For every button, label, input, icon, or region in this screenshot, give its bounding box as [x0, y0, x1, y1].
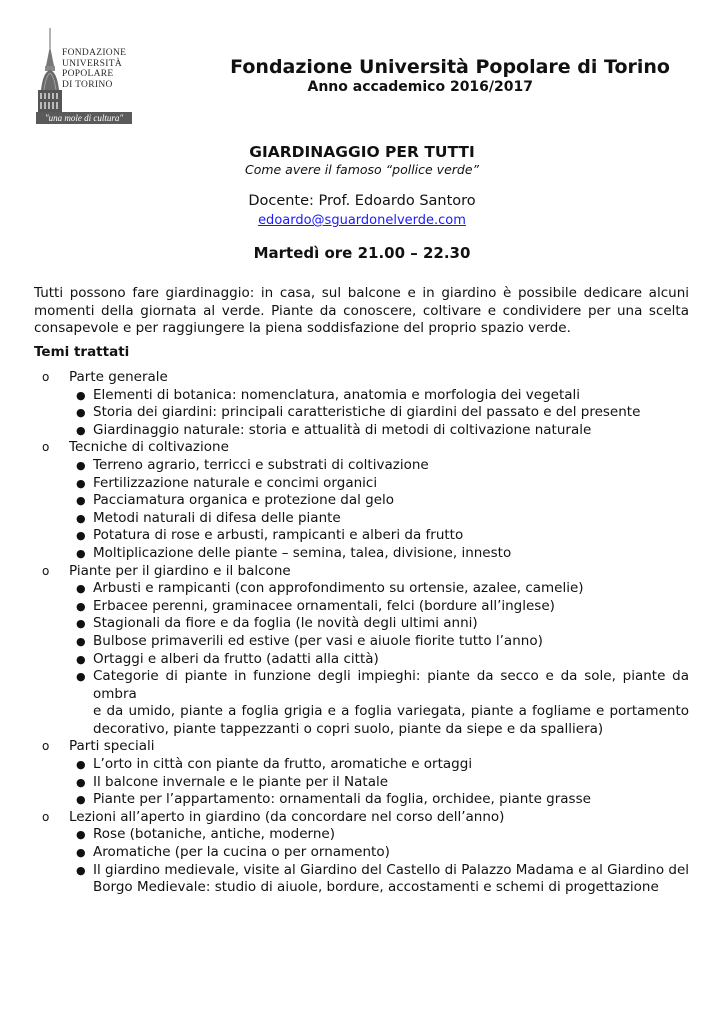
topic-item-line: Storia dei giardini: principali caratteristiche di giardini del passato e del presente	[93, 404, 641, 421]
course-subtitle: Come avere il famoso “pollice verde”	[244, 162, 480, 177]
topic-item-text	[93, 387, 689, 405]
bullet-icon: ●	[76, 617, 86, 631]
topic-item	[73, 844, 689, 862]
topic-item-text	[93, 633, 689, 651]
hollow-circle-bullet-icon: o	[42, 809, 50, 824]
topic-item-text	[93, 492, 689, 510]
hollow-circle-bullet-icon: o	[42, 370, 50, 384]
logo-line: POPOLARE	[62, 69, 114, 79]
topic-item-line: Giardinaggio naturale: storia e attualità di metodi di coltivazione naturale	[93, 421, 592, 438]
topic-item-line: Ortaggi e alberi da frutto (adatti alla città)	[93, 650, 379, 667]
teacher-name: Docente: Prof. Edoardo Santoro	[248, 193, 476, 209]
bullet-icon: ●	[76, 793, 86, 807]
topics-list	[34, 369, 689, 897]
topic-item-line: Moltiplicazione delle piante – semina, talea, divisione, innesto	[93, 544, 512, 561]
bullet-icon: ●	[76, 758, 86, 772]
hollow-circle-bullet-icon: o	[42, 739, 50, 754]
topic-item	[73, 404, 689, 422]
topic-item-line: Erbacee perenni, graminacee ornamentali, felci (bordure all’inglese)	[93, 597, 555, 614]
topic-item	[73, 668, 689, 738]
topic-section-title: Tecniche di coltivazione	[69, 439, 229, 456]
topic-item-text	[93, 422, 689, 440]
topic-item-text	[93, 651, 689, 669]
topic-item	[73, 422, 689, 440]
topic-item-text	[93, 668, 689, 738]
bullet-icon: ●	[76, 458, 86, 472]
bullet-icon: ●	[76, 494, 86, 508]
bullet-icon: ●	[76, 388, 86, 402]
hollow-circle-bullet-icon: o	[42, 440, 50, 455]
topic-item-line: Arbusti e rampicanti (con approfondimento su ortensie, azalee, camelie)	[93, 580, 584, 597]
topic-item	[73, 527, 689, 545]
intro-line: consapevole e per raggiungere la piena soddisfazione del proprio spazio verde.	[34, 320, 571, 336]
topic-item-line: Rose (botaniche, antiche, moderne)	[93, 826, 335, 843]
bullet-icon: ●	[76, 546, 86, 560]
topic-item-text	[93, 475, 689, 493]
topic-item	[73, 492, 689, 510]
topic-section-title: Lezioni all’aperto in giardino (da concordare nel corso dell’anno)	[69, 808, 505, 825]
topic-section	[34, 439, 689, 562]
topic-item-line: Piante per l’appartamento: ornamentali da foglia, orchidee, piante grasse	[93, 791, 591, 808]
topics-heading: Temi trattati	[34, 344, 130, 360]
intro-paragraph	[34, 285, 689, 338]
logo-line: UNIVERSITÀ	[62, 58, 122, 69]
bullet-icon: ●	[76, 423, 86, 437]
topic-item-line: Fertilizzazione naturale e concimi organici	[93, 474, 378, 491]
topic-item-text	[93, 527, 689, 545]
bullet-icon: ●	[76, 652, 86, 666]
topic-section-title: Parte generale	[69, 369, 168, 385]
topic-item	[73, 633, 689, 651]
bullet-icon: ●	[76, 476, 86, 490]
hollow-circle-bullet-icon: o	[42, 563, 50, 578]
topic-item	[73, 774, 689, 792]
topic-item-line: Potatura di rose e arbusti, rampicanti e alberi da frutto	[93, 527, 464, 544]
topic-item-line: Bulbose primaverili ed estive (per vasi e aiuole fiorite tutto l’anno)	[93, 632, 543, 649]
topic-section	[34, 809, 689, 897]
bullet-icon: ●	[76, 828, 86, 842]
topic-item	[73, 545, 689, 563]
topic-item-line: Categorie di piante in funzione degli impieghi: piante da secco e da sole, piante da ombra	[93, 668, 689, 702]
topic-item-text	[93, 545, 689, 563]
bullet-icon: ●	[76, 863, 86, 877]
academic-year: Anno accademico 2016/2017	[307, 79, 533, 95]
logo-line: FONDAZIONE	[62, 48, 127, 58]
bullet-icon: ●	[76, 406, 86, 420]
topic-item-text	[93, 404, 689, 422]
topic-item-line: Metodi naturali di difesa delle piante	[93, 509, 341, 526]
logo-line: DI TORINO	[62, 79, 113, 90]
topic-item-text	[93, 774, 689, 792]
topic-item	[73, 598, 689, 616]
topic-item-text	[93, 791, 689, 809]
bullet-icon: ●	[76, 775, 86, 789]
topic-item-line: e da umido, piante a foglia grigia e a foglia variegata, piante a fogliame e portamento	[93, 703, 689, 720]
topic-item-text	[93, 862, 689, 897]
bullet-icon: ●	[76, 529, 86, 543]
topic-section-title: Parti speciali	[69, 738, 155, 755]
logo-wordmark	[62, 48, 134, 90]
topic-item	[73, 510, 689, 528]
topic-item-line: Stagionali da fiore e da foglia (le novità degli ultimi anni)	[93, 615, 478, 632]
topic-item-text	[93, 756, 689, 774]
topic-item	[73, 862, 689, 897]
organization-title: Fondazione Università Popolare di Torino	[230, 56, 670, 78]
topic-item-text	[93, 457, 689, 475]
topic-item-line: Pacciamatura organica e protezione dal gelo	[93, 492, 395, 509]
topic-item-text	[93, 826, 689, 844]
topic-section	[34, 738, 689, 808]
course-schedule: Martedì ore 21.00 – 22.30	[253, 244, 471, 262]
topic-item	[73, 615, 689, 633]
bullet-icon: ●	[76, 634, 86, 648]
topic-item	[73, 756, 689, 774]
topic-item	[73, 826, 689, 844]
topic-item-line: Il balcone invernale e le piante per il Natale	[93, 773, 389, 790]
topic-item-text	[93, 615, 689, 633]
bullet-icon: ●	[76, 670, 86, 684]
topic-section	[34, 563, 689, 739]
topic-item-text	[93, 844, 689, 862]
topic-item-line: Terreno agrario, terricci e substrati di coltivazione	[93, 456, 429, 473]
topic-item	[73, 580, 689, 598]
topic-item-line: L’orto in città con piante da frutto, aromatiche e ortaggi	[93, 756, 473, 773]
intro-line: momenti della giornata al verde. Piante da conoscere, coltivare e condividere per una scelta	[34, 302, 689, 319]
topic-item-line: Borgo Medievale: studio di aiuole, bordure, accostamenti e schemi di progettazione	[93, 879, 659, 896]
topic-item	[73, 791, 689, 809]
topic-item	[73, 457, 689, 475]
topic-item-line: decorativo, piante tappezzanti o copri suolo, piante da siepe e da spalliera)	[93, 720, 604, 737]
topic-item	[73, 387, 689, 405]
bullet-icon: ●	[76, 599, 86, 613]
topic-item-text	[93, 580, 689, 598]
topic-item-text	[93, 510, 689, 528]
topic-item	[73, 651, 689, 669]
bullet-icon: ●	[76, 846, 86, 860]
logo-motto: "una mole di cultura"	[36, 112, 132, 124]
topic-item-line: Il giardino medievale, visite al Giardino del Castello di Palazzo Madama e al Giardino del	[93, 861, 689, 878]
topic-item	[73, 475, 689, 493]
topic-item-text	[93, 598, 689, 616]
bullet-icon: ●	[76, 582, 86, 596]
topic-section-title: Piante per il giardino e il balcone	[69, 562, 291, 579]
topic-item-line: Elementi di botanica: nomenclatura, anatomia e morfologia dei vegetali	[93, 386, 581, 403]
topic-section	[34, 369, 689, 439]
teacher-email-link[interactable]: edoardo@sguardonelverde.com	[258, 213, 466, 228]
bullet-icon: ●	[76, 511, 86, 525]
topic-item-line: Aromatiche (per la cucina o per ornamento)	[93, 844, 390, 861]
course-title: GIARDINAGGIO PER TUTTI	[249, 143, 475, 161]
intro-line: Tutti possono fare giardinaggio: in casa, sul balcone e in giardino è possibile dedicare alcuni	[34, 285, 689, 301]
